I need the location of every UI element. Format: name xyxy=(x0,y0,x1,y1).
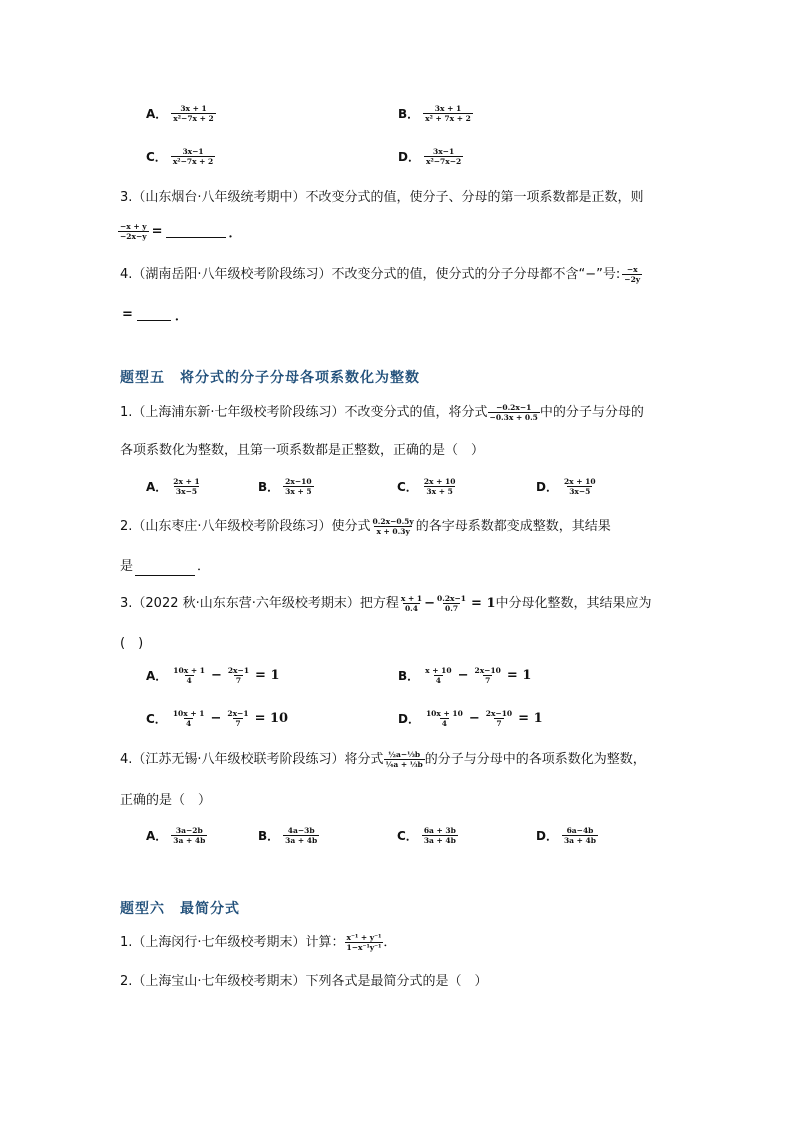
fraction: $\frac{0.2x-1}{0.7}$ xyxy=(437,594,467,613)
equals-sign: = xyxy=(151,224,163,239)
fraction: $\frac{6a-4b}{3a + 4b}$ xyxy=(563,826,597,845)
section-heading: 题型五 将分式的分子分母各项系数化为整数 xyxy=(120,370,420,386)
option-label: A． xyxy=(146,480,168,494)
option-c xyxy=(397,826,458,845)
equals-sign: = xyxy=(122,307,133,322)
option-label: A． xyxy=(146,829,168,843)
option-b: B． $\frac{x + 10}{4}$ − $\frac{2x-10}{7}$ = 1 xyxy=(398,666,532,685)
fraction: $\frac{6a + 3b}{3a + 4b}$ xyxy=(423,826,456,845)
option-b xyxy=(398,104,473,123)
fraction: $\frac{3x-1}{\text{x²−7x + 2}}$ xyxy=(172,147,214,166)
fraction: $\frac{2x-1}{7}$ xyxy=(227,666,250,685)
option-label: D． xyxy=(536,829,558,843)
fraction: $\frac{3x + 1}{\text{x² + 7x + 2}}$ xyxy=(425,104,471,123)
fraction: $\frac{2x-10}{7}$ xyxy=(474,666,501,685)
option-d xyxy=(398,147,463,166)
question-text: 3.（山东烟台·八年级统考期中）不改变分式的值，使分子、分母的第一项系数都是正数，则 xyxy=(120,190,644,205)
equation-rhs: = 1 xyxy=(506,668,532,683)
option-label: A． xyxy=(146,107,168,121)
question-text: 2.（山东枣庄·八年级校考阶段练习）使分式 xyxy=(120,518,371,534)
fraction: $\frac{x + 10}{4}$ xyxy=(425,666,452,685)
fraction: $\frac{3x-1}{\text{x²−7x−2}}$ xyxy=(425,147,462,166)
option-label: B． xyxy=(398,669,420,683)
option-label: C． xyxy=(397,480,418,494)
fraction: $\frac{2x + 10}{3x + 5}$ xyxy=(423,477,456,496)
question-text: 3.（2022 秋·山东东营·六年级校考期末）把方程 xyxy=(120,595,399,611)
fraction: $\frac{2x + 1}{3x-5}$ xyxy=(173,477,200,496)
question-text: 中的分子与分母的 xyxy=(539,404,644,420)
question-text: 的分子与分母中的各项系数化为整数， xyxy=(424,751,646,767)
question-text: 各项系数化为整数，且第一项系数都是正整数，正确的是（ ） xyxy=(120,443,485,458)
option-d: D． $\frac{10x + 10}{4}$ − $\frac{2x-10}{7}$ = 1 xyxy=(398,709,543,728)
question-answer-line xyxy=(120,558,210,576)
fraction: $\frac{-0.2x-1}{-0.3x + 0.5}$ xyxy=(489,403,538,422)
option-c xyxy=(146,147,215,166)
answer-blank[interactable] xyxy=(166,225,226,238)
question-text: 4.（湖南岳阳·八年级校考阶段练习）不改变分式的值，使分式的分子分母都不含“−”号: xyxy=(120,266,621,282)
question-text: 的各字母系数都变成整数，其结果 xyxy=(415,518,611,534)
option-a: A． $\frac{10x + 1}{4}$ − $\frac{2x-1}{7}$ = 1 xyxy=(146,666,280,685)
answer-blank[interactable] xyxy=(137,308,171,321)
equation-rhs: = 10 xyxy=(254,711,289,726)
option-a xyxy=(146,826,207,845)
fraction: $\frac{10x + 10}{4}$ xyxy=(425,709,463,728)
question-text: 中分母化整数，其结果应为 xyxy=(495,595,652,611)
option-label: C． xyxy=(146,712,167,726)
question-line xyxy=(120,265,642,284)
question-text: 2.（上海宝山·七年级校考期末）下列各式是最简分式的是（ ） xyxy=(120,974,488,989)
option-label: B． xyxy=(398,107,420,121)
section-heading: 题型六 最简分式 xyxy=(120,901,240,917)
equation-rhs: = 1 xyxy=(255,668,280,683)
option-label: B． xyxy=(258,480,280,494)
fraction: $\frac{\text{x⁻¹ + y⁻¹}}{\text{1−x⁻¹y⁻¹}}$ xyxy=(346,933,382,952)
equation-rhs: = 1 xyxy=(518,711,543,726)
question-line xyxy=(120,750,646,769)
fraction: $\frac{10x + 1}{4}$ xyxy=(172,709,205,728)
question-line xyxy=(120,594,652,613)
question-line xyxy=(120,403,644,422)
option-a xyxy=(146,477,202,496)
fraction: $\frac{3x + 1}{\text{x²−7x + 2}}$ xyxy=(173,104,214,123)
period: ． xyxy=(174,309,188,324)
fraction: $\frac{\text{½a−⅓b}}{\text{¼a + ⅓b}}$ xyxy=(385,750,423,769)
question-text: ( ) xyxy=(120,636,144,651)
option-label: C． xyxy=(397,829,418,843)
period: ． xyxy=(228,226,242,241)
fraction: $\frac{3a-2b}{3a + 4b}$ xyxy=(173,826,206,845)
minus-sign: − xyxy=(424,596,435,611)
question-text: 1.（上海浦东新·七年级校考阶段练习）不改变分式的值，将分式 xyxy=(120,404,488,420)
question-text: 4.（江苏无锡·八年级校联考阶段练习）将分式 xyxy=(120,751,384,767)
option-c: C． $\frac{10x + 1}{4}$ − $\frac{2x-1}{7}$ = 10 xyxy=(146,709,289,728)
question-line xyxy=(120,517,611,536)
option-c xyxy=(397,477,457,496)
fraction: $\frac{-x}{-2y}$ xyxy=(624,265,641,284)
option-label: D． xyxy=(398,150,420,164)
question-text: 正确的是（ ） xyxy=(120,793,212,808)
option-label: A． xyxy=(146,669,168,683)
option-label: D． xyxy=(536,480,558,494)
option-a xyxy=(146,104,216,123)
fraction: $\frac{4a-3b}{3a + 4b}$ xyxy=(285,826,318,845)
period: ． xyxy=(197,559,211,574)
question-answer-line xyxy=(122,305,188,324)
question-answer-line xyxy=(118,222,242,241)
period: ． xyxy=(383,934,397,950)
option-d xyxy=(536,477,598,496)
option-label: B． xyxy=(258,829,280,843)
option-label: C． xyxy=(146,150,167,164)
fraction: $\frac{0.2x-0.5y}{x + 0.3y}$ xyxy=(372,517,414,536)
fraction: $\frac{-x + y}{-2x-y}$ xyxy=(120,222,147,241)
fraction: $\frac{x + 1}{0.4}$ xyxy=(400,594,423,613)
question-line xyxy=(120,933,396,952)
option-b xyxy=(258,477,314,496)
fraction: $\frac{2x-1}{7}$ xyxy=(227,709,249,728)
option-label: D． xyxy=(398,712,420,726)
equation-rhs: = 1 xyxy=(471,596,496,611)
option-d xyxy=(536,826,598,845)
question-text: 是 xyxy=(120,559,134,574)
option-b xyxy=(258,826,319,845)
answer-blank[interactable] xyxy=(135,563,195,576)
fraction: $\frac{2x-10}{3x + 5}$ xyxy=(285,477,312,496)
question-text: 1.（上海闵行·七年级校考期末）计算： xyxy=(120,934,345,950)
fraction: $\frac{2x + 10}{3x-5}$ xyxy=(563,477,596,496)
fraction: $\frac{10x + 1}{4}$ xyxy=(173,666,205,685)
fraction: $\frac{2x-10}{7}$ xyxy=(485,709,513,728)
